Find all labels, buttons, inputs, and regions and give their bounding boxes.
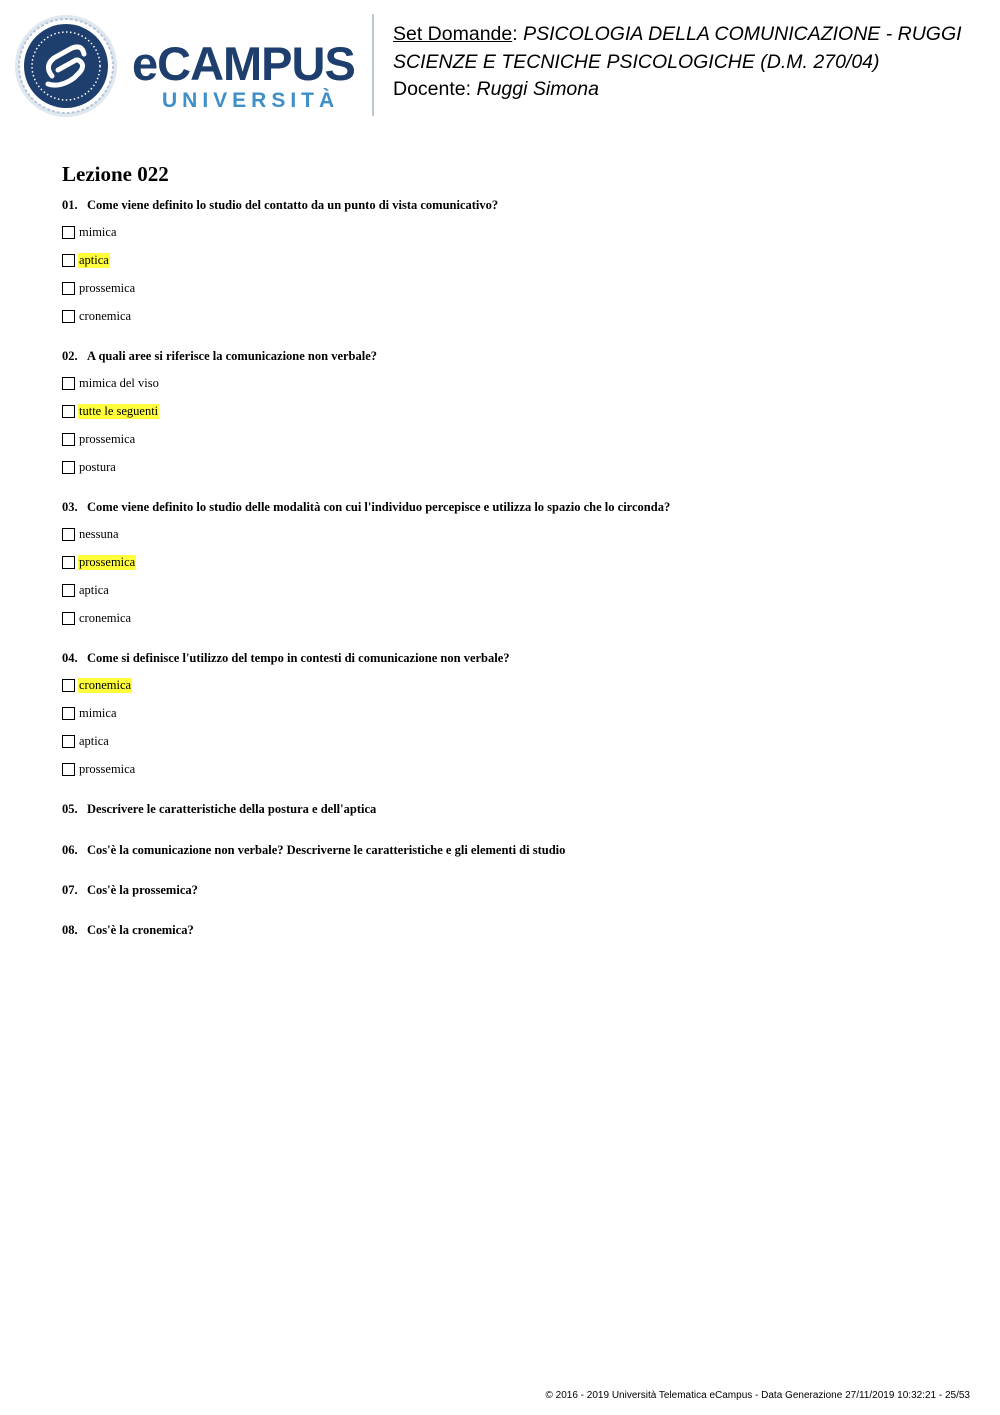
answer-text: prossemica [79,281,136,295]
question-text: Descrivere le caratteristiche della postura e dell'aptica [87,802,377,816]
answer-option[interactable] [62,733,110,750]
question-number: 01. [62,198,78,212]
answer-option[interactable] [62,403,159,420]
header-divider [372,14,374,116]
answer-option[interactable] [62,526,120,543]
answer-checkbox[interactable] [62,735,75,748]
answer-text: mimica [79,706,117,720]
correct-answer-text: cronemica [79,678,132,692]
teacher-label: Docente: [393,78,472,100]
question-number: 06. [62,843,78,857]
answer-text: cronemica [79,309,132,323]
question-title [62,802,376,817]
answer-text: prossemica [79,432,136,446]
course-line [393,49,993,77]
answer-checkbox[interactable] [62,556,75,569]
set-title-line: Set Domande: PSICOLOGIA DELLA COMUNICAZIONE - RUGGI [393,23,962,45]
answer-option[interactable] [62,761,136,778]
answer-checkbox[interactable] [62,310,75,323]
answer-option[interactable] [62,677,132,694]
ecampus-wordmark [132,37,357,113]
answer-text: aptica [79,583,109,597]
answer-option[interactable] [62,375,160,392]
question-number: 02. [62,349,78,363]
question-title [62,923,194,938]
answer-option[interactable] [62,582,110,599]
answer-checkbox[interactable] [62,254,75,267]
answer-text: cronemica [79,611,132,625]
answer-checkbox[interactable] [62,763,75,776]
answer-checkbox[interactable] [62,679,75,692]
answer-option[interactable] [62,224,118,241]
question-text: Come viene definito lo studio delle modalità con cui l'individuo percepisce e utilizza lo spazio che lo circonda? [87,500,671,514]
question-number: 04. [62,651,78,665]
question-title [62,883,198,898]
set-title: PSICOLOGIA DELLA COMUNICAZIONE - RUGGI [523,23,962,45]
lesson-title: Lezione 022 [62,162,169,186]
course-name: SCIENZE E TECNICHE PSICOLOGICHE (D.M. 270/04) [393,50,880,73]
answer-checkbox[interactable] [62,405,75,418]
answer-checkbox[interactable] [62,377,75,390]
answer-option[interactable] [62,610,132,627]
answer-option[interactable] [62,431,136,448]
answer-text: aptica [79,734,109,748]
answer-option[interactable] [62,252,110,269]
question-number: 08. [62,923,78,937]
question-number: 05. [62,802,78,816]
brand-name: eCAMPUS [132,37,355,90]
answer-checkbox[interactable] [62,528,75,541]
question-text: Cos'è la prossemica? [87,883,198,897]
answer-checkbox[interactable] [62,584,75,597]
set-info [393,21,993,104]
answer-text: postura [79,460,116,474]
answer-option[interactable] [62,554,136,571]
answer-option[interactable] [62,308,132,325]
answer-checkbox[interactable] [62,612,75,625]
question-title [62,198,498,213]
answer-text: prossemica [79,762,136,776]
teacher-line [393,76,993,104]
answer-text: nessuna [79,527,119,541]
answer-checkbox[interactable] [62,282,75,295]
question-number: 07. [62,883,78,897]
correct-answer-text: tutte le seguenti [79,404,159,418]
question-title [62,500,670,515]
correct-answer-text: aptica [79,253,109,267]
set-label: Set Domande [393,23,513,45]
question-title [62,349,377,364]
question-text: Cos'è la comunicazione non verbale? Descriverne le caratteristiche e gli elementi di studio [87,843,566,857]
question-text: Come viene definito lo studio del contatto da un punto di vista comunicativo? [87,198,499,212]
answer-option[interactable] [62,459,117,476]
answer-checkbox[interactable] [62,226,75,239]
page-footer: © 2016 - 2019 Università Telematica eCampus - Data Generazione 27/11/2019 10:32:21 - 25/53 [545,1390,970,1401]
answer-text: mimica del viso [79,376,159,390]
teacher-name: Ruggi Simona [476,78,599,100]
answer-checkbox[interactable] [62,707,75,720]
question-title [62,843,565,858]
question-text: Cos'è la cronemica? [87,923,194,937]
question-text: Come si definisce l'utilizzo del tempo in contesti di comunicazione non verbale? [87,651,510,665]
answer-text: mimica [79,225,117,239]
brand-subtitle: UNIVERSITÀ [162,89,340,112]
answer-checkbox[interactable] [62,433,75,446]
answer-option[interactable] [62,280,136,297]
answer-option[interactable] [62,705,118,722]
ecampus-seal-logo [14,14,118,118]
answer-checkbox[interactable] [62,461,75,474]
question-number: 03. [62,500,78,514]
correct-answer-text: prossemica [79,555,136,569]
question-text: A quali aree si riferisce la comunicazione non verbale? [87,349,378,363]
question-title [62,651,510,666]
